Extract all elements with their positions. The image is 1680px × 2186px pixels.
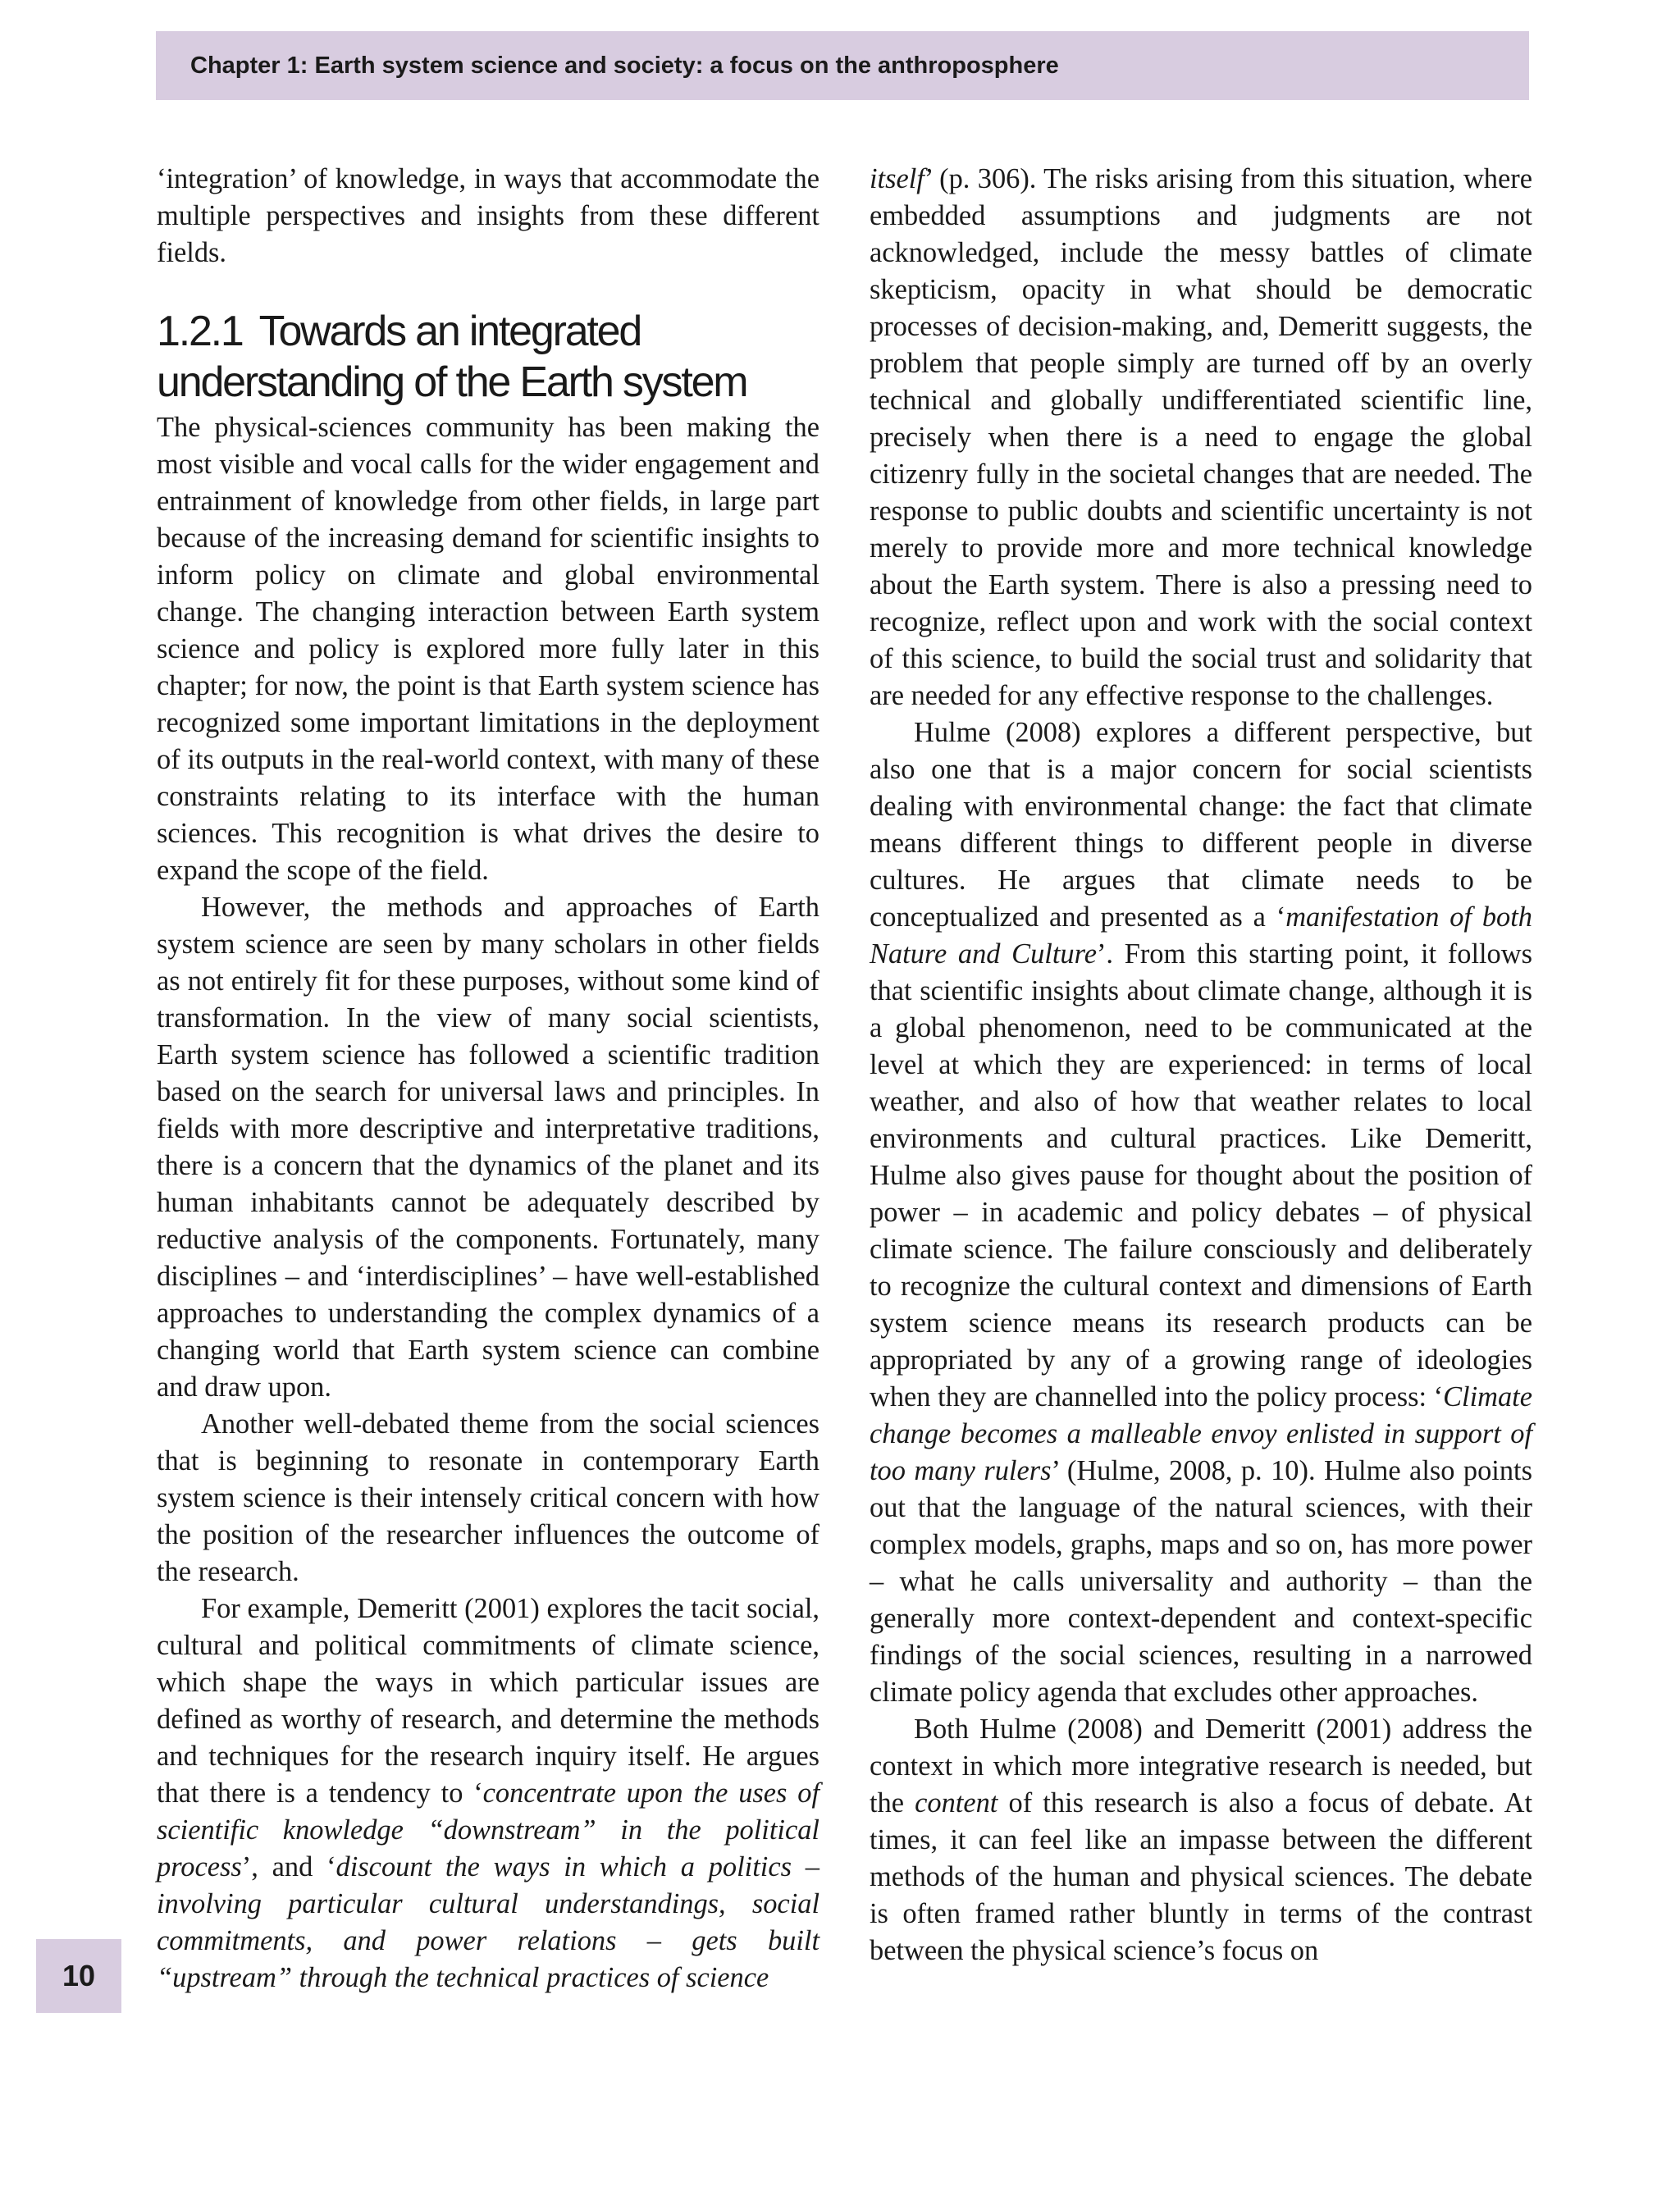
paragraph-4-text-b: ’, and ‘ xyxy=(241,1851,336,1883)
chapter-header-band xyxy=(156,31,1529,100)
emphasis-content: content xyxy=(915,1787,998,1819)
quote-downstream: concentrate upon the uses of scientific knowledge “downstream” in the political process xyxy=(157,1778,819,1883)
paragraph-3: Another well-debated theme from the social sciences that is beginning to resonate in contemporary Earth system science is their intensely critical concern with how the position of the researcher influences the outcome of the research. xyxy=(157,1408,819,1587)
section-title: Towards an integrated understanding of the Earth system xyxy=(157,308,747,406)
paragraph-1: The physical-sciences community has been making the most visible and vocal calls for the wider engagement and entrainment of knowledge from other fields, in large part because of the increasing demand for scientific insights to inform policy on climate and global environmental change. The changing interaction between Earth system science and policy is explored more fully later in this chapter; for now, the point is that Earth system science has recognized some important limitations in the deployment of its outputs in the real-world context, with many of these constraints relating to its interface with the human sciences. This recognition is what drives the desire to expand the scope of the field. xyxy=(157,412,819,886)
section-heading xyxy=(157,306,819,408)
quote-nature-culture: manifestation of both Nature and Culture xyxy=(870,901,1532,970)
chapter-title: Chapter 1: Earth system science and society: a focus on the anthroposphere xyxy=(190,52,1059,79)
paragraph-6 xyxy=(870,1711,1532,1969)
paragraph-6-text-b: of this research is also a focus of debate. At times, it can feel like an impasse between the different methods of the human and physical sciences. The debate is often framed rather bluntly in terms of the contrast between the physical science’s focus on xyxy=(870,1787,1532,1966)
page-number: 10 xyxy=(36,1939,121,2013)
paragraph-5-text-b: ’. From this starting point, it follows that scientific insights about climate change, although it is a global phenomenon, need to be communicated at the level at which they are experienced: in terms of local weather, and also of how that weather relates to local environments and cultural practices. Like Demeritt, Hulme also gives pause for thought about the position of power – in academic and policy debates – of physical climate science. The failure consciously and deliberately to recognize the cultural context and dimensions of Earth system science means its research products can be appropriated by any of a growing range of ideologies when they are channelled into the policy process: ‘ xyxy=(870,938,1532,1412)
paragraph-5 xyxy=(870,714,1532,1711)
quote-itself: itself xyxy=(870,163,924,194)
paragraph-intro: ‘integration’ of knowledge, in ways that accommodate the multiple perspectives and insights from these different fields. xyxy=(157,163,819,268)
paragraph-4-text-a: For example, Demeritt (2001) explores the tacit social, cultural and political commitments of climate science, which shape the ways in which particular issues are defined as worthy of research, and determine the methods and techniques for the research inquiry itself. He argues that there is a tendency to ‘ xyxy=(157,1593,819,1809)
paragraph-4 xyxy=(157,1590,819,1997)
section-number: 1.2.1 xyxy=(157,308,243,355)
left-column xyxy=(157,161,819,1997)
paragraph-6-text-a: Both Hulme (2008) and Demeritt (2001) address the context in which more integrative research is needed, but the xyxy=(870,1714,1532,1819)
paragraph-5-text-a: Hulme (2008) explores a different perspective, but also one that is a major concern for social scientists dealing with environmental change: the fact that climate means different things to different people in diverse cultures. He argues that climate needs to be conceptualized and presented as a ‘ xyxy=(870,717,1532,933)
quote-malleable-envoy: Climate change becomes a malleable envoy enlisted in support of too many rulers xyxy=(870,1381,1532,1486)
paragraph-continued-text: ’ (p. 306). The risks arising from this situation, where embedded assumptions and judgments are not acknowledged, include the messy battles of climate skepticism, opacity in what should be democratic processes of decision-making, and, Demeritt suggests, the problem that people simply are turned off by an overly technical and globally undifferentiated scientific line, precisely when there is a need to engage the global citizenry fully in the societal changes that are needed. The response to public doubts and scientific uncertainty is not merely to provide more and more technical knowledge about the Earth system. There is also a pressing need to recognize, reflect upon and work with the social context of this science, to build the social trust and solidarity that are needed for any effective response to the challenges. xyxy=(870,163,1532,711)
paragraph-2: However, the methods and approaches of Earth system science are seen by many scholars in other fields as not entirely fit for these purposes, without some kind of transformation. In the view of many social scientists, Earth system science has followed a scientific tradition based on the search for universal laws and principles. In fields with more descriptive and interpretative traditions, there is a concern that the dynamics of the planet and its human inhabitants cannot be adequately described by reductive analysis of the components. Fortunately, many disciplines – and ‘interdisciplines’ – have well-established approaches to understanding the complex dynamics of a changing world that Earth system science can combine and draw upon. xyxy=(157,892,819,1403)
paragraph-continued xyxy=(870,161,1532,714)
paragraph-5-text-c: ’ (Hulme, 2008, p. 10). Hulme also points out that the language of the natural sciences, with their complex models, graphs, maps and so on, has more power – what he calls universality and authority – than the generally more context-dependent and context-specific findings of the social sciences, resulting in a narrowed climate policy agenda that excludes other approaches. xyxy=(870,1455,1532,1708)
quote-upstream: discount the ways in which a politics – involving particular cultural understandings, social commitments, and power relations – gets built “upstream” through the technical practices of science xyxy=(157,1851,819,1993)
right-column xyxy=(870,161,1532,1969)
